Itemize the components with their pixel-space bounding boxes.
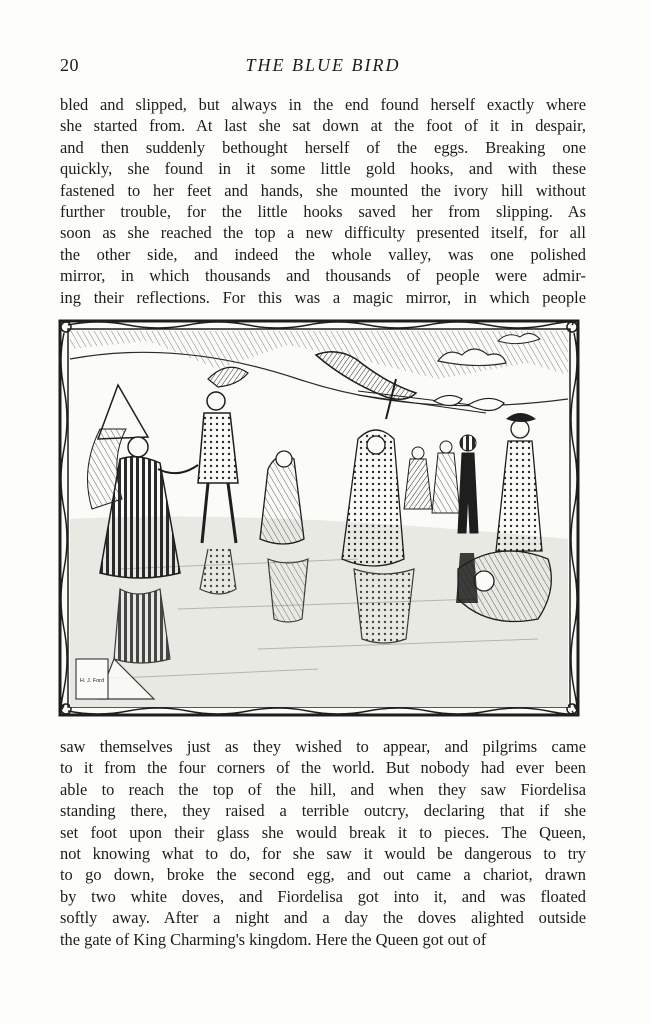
text-line: she started from. At last she sat down at the foot of it in despair, <box>60 116 586 136</box>
text-line: standing there, they raised a terrible outcry, declaring that if she <box>60 801 586 821</box>
illustration-drawing <box>58 319 580 717</box>
text-line: quickly, she found in it some little gold hooks, and with these <box>60 159 586 179</box>
illustration <box>58 319 580 717</box>
text-line: not knowing what to do, for she saw it would be dangerous to try <box>60 844 586 864</box>
illustration-signature: H. J. Ford <box>79 678 105 684</box>
page-header <box>60 55 586 81</box>
page-number: 20 <box>60 55 79 75</box>
text-line: the gate of King Charming's kingdom. Here the Queen got out of <box>60 929 487 949</box>
text-line: to go down, broke the second egg, and out came a chariot, drawn <box>60 865 586 885</box>
text-line: softly away. After a night and a day the doves alighted outside <box>60 908 586 928</box>
text-line: the other side, and indeed the whole valley, was one polished <box>60 244 586 264</box>
text-line: fastened to her feet and hands, she mounted the ivory hill without <box>60 180 586 200</box>
text-line: and then suddenly bethought herself of the eggs. Breaking one <box>60 137 586 157</box>
text-line: saw themselves just as they wished to appear, and pilgrims came <box>60 737 586 756</box>
text-line: soon as she reached the top a new difficulty presented itself, for all <box>60 223 586 243</box>
text-line: bled and slipped, but always in the end found herself exactly where <box>60 95 586 114</box>
text-line: set foot upon their glass she would break it to pieces. The Queen, <box>60 822 586 842</box>
paragraph-bottom <box>60 736 586 950</box>
text-line: to it from the four corners of the world. But nobody had ever been <box>60 758 586 778</box>
text-line: further trouble, for the little hooks saved her from slipping. As <box>60 202 586 222</box>
text-line: able to reach the top of the hill, and when they saw Fiordelisa <box>60 779 586 799</box>
running-title: THE BLUE BIRD <box>245 55 401 75</box>
text-line: ing their reflections. For this was a magic mirror, in which people <box>60 287 586 307</box>
text-line: mirror, in which thousands and thousands of people were admir- <box>60 266 586 286</box>
paragraph-top <box>60 94 586 308</box>
text-line: by two white doves, and Fiordelisa got into it, and was floated <box>60 886 586 906</box>
